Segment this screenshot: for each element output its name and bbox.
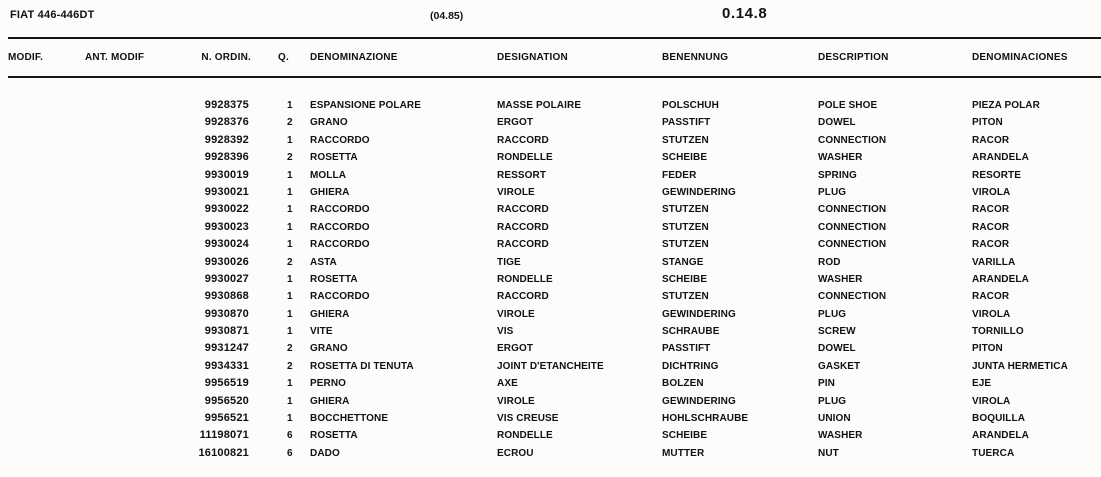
- cell-quantity: 6: [287, 430, 293, 442]
- cell-designation: RACCORD: [497, 291, 549, 303]
- cell-ant-modif: [85, 149, 175, 166]
- cell-ant-modif: [85, 132, 175, 149]
- cell-quantity: 1: [287, 100, 293, 111]
- cell-benennung: SCHEIBE: [662, 430, 708, 442]
- cell-quantity: 1: [287, 134, 293, 146]
- cell-quantity: 2: [287, 256, 293, 268]
- cell-denominaciones: VIROLA: [972, 395, 1011, 407]
- table-row: [0, 445, 1101, 462]
- cell-denominaciones: VIROLA: [972, 308, 1011, 320]
- cell-quantity: 1: [287, 221, 293, 233]
- cell-benennung: STUTZEN: [662, 134, 709, 146]
- cell-part-number: 9930026: [204, 255, 249, 268]
- column-header-denominaciones: DENOMINACIONES: [972, 52, 1068, 63]
- cell-description: PLUG: [818, 395, 847, 407]
- cell-benennung: SCHEIBE: [662, 152, 708, 164]
- cell-designation: VIS CREUSE: [497, 413, 559, 425]
- edition-date: (04.85): [430, 10, 464, 22]
- cell-part-number: 9930871: [204, 325, 249, 338]
- table-row: [0, 184, 1101, 201]
- cell-quantity: 1: [287, 204, 293, 216]
- table-row: [0, 254, 1101, 271]
- column-header-quantity: Q.: [278, 52, 289, 63]
- cell-denominazione: GHIERA: [310, 308, 350, 320]
- cell-part-number: 9956519: [204, 377, 249, 390]
- cell-quantity: 1: [287, 239, 293, 251]
- cell-modif: [8, 358, 85, 375]
- cell-quantity: 2: [287, 117, 293, 129]
- table-row: [0, 97, 1101, 114]
- divider-header: [8, 76, 1101, 78]
- cell-designation: ERGOT: [497, 117, 534, 129]
- table-row: [0, 132, 1101, 149]
- cell-denominaciones: VARILLA: [972, 256, 1016, 268]
- cell-modif: [8, 184, 85, 201]
- cell-modif: [8, 271, 85, 288]
- cell-denominazione: ROSETTA: [310, 430, 358, 442]
- cell-benennung: BOLZEN: [662, 378, 704, 390]
- cell-designation: VIROLE: [497, 395, 535, 407]
- cell-denominaciones: RACOR: [972, 204, 1010, 216]
- cell-ant-modif: [85, 236, 175, 253]
- cell-benennung: PASSTIFT: [662, 117, 711, 129]
- table-body: [0, 97, 1101, 462]
- cell-modif: [8, 236, 85, 253]
- cell-modif: [8, 340, 85, 357]
- cell-denominaciones: RESORTE: [972, 169, 1022, 181]
- cell-benennung: POLSCHUH: [662, 100, 719, 111]
- cell-modif: [8, 445, 85, 462]
- table-row: [0, 323, 1101, 340]
- cell-denominaciones: BOQUILLA: [972, 413, 1026, 425]
- cell-ant-modif: [85, 306, 175, 323]
- cell-quantity: 2: [287, 343, 293, 355]
- cell-denominaciones: PIEZA POLAR: [972, 100, 1040, 111]
- cell-part-number: 9930868: [204, 290, 249, 303]
- cell-part-number: 9956521: [204, 412, 249, 425]
- cell-designation: VIROLE: [497, 186, 535, 198]
- cell-description: CONNECTION: [818, 134, 887, 146]
- cell-designation: MASSE POLAIRE: [497, 100, 582, 111]
- cell-ant-modif: [85, 323, 175, 340]
- cell-benennung: HOHLSCHRAUBE: [662, 413, 749, 425]
- cell-description: WASHER: [818, 273, 863, 285]
- cell-denominaciones: RACOR: [972, 239, 1010, 251]
- cell-description: GASKET: [818, 360, 861, 372]
- cell-denominazione: BOCCHETTONE: [310, 413, 389, 425]
- cell-quantity: 1: [287, 413, 293, 425]
- cell-modif: [8, 323, 85, 340]
- cell-benennung: STUTZEN: [662, 204, 709, 216]
- cell-modif: [8, 201, 85, 218]
- cell-denominazione: RACCORDO: [310, 204, 370, 216]
- cell-part-number: 9930019: [204, 168, 249, 181]
- cell-modif: [8, 149, 85, 166]
- cell-description: PLUG: [818, 186, 847, 198]
- cell-denominazione: MOLLA: [310, 169, 347, 181]
- cell-modif: [8, 288, 85, 305]
- cell-ant-modif: [85, 288, 175, 305]
- cell-part-number: 9934331: [204, 359, 249, 372]
- cell-description: SPRING: [818, 169, 857, 181]
- cell-description: CONNECTION: [818, 239, 887, 251]
- cell-part-number: 9928376: [204, 116, 249, 129]
- cell-ant-modif: [85, 167, 175, 184]
- cell-part-number: 16100821: [198, 446, 249, 459]
- cell-description: UNION: [818, 413, 851, 425]
- cell-benennung: GEWINDERING: [662, 395, 736, 407]
- cell-benennung: STANGE: [662, 256, 704, 268]
- cell-ant-modif: [85, 184, 175, 201]
- cell-designation: RESSORT: [497, 169, 547, 181]
- cell-description: SCREW: [818, 326, 856, 338]
- cell-modif: [8, 167, 85, 184]
- cell-ant-modif: [85, 340, 175, 357]
- table-row: [0, 340, 1101, 357]
- cell-denominaciones: VIROLA: [972, 186, 1011, 198]
- cell-denominazione: ROSETTA: [310, 152, 358, 164]
- cell-part-number: 11198071: [199, 429, 249, 442]
- cell-denominazione: ASTA: [310, 256, 337, 268]
- cell-designation: VIS: [497, 326, 514, 338]
- cell-designation: VIROLE: [497, 308, 535, 320]
- cell-denominaciones: JUNTA HERMETICA: [972, 360, 1068, 372]
- cell-quantity: 1: [287, 395, 293, 407]
- cell-designation: RONDELLE: [497, 430, 553, 442]
- cell-denominazione: ESPANSIONE POLARE: [310, 100, 421, 111]
- cell-denominazione: DADO: [310, 447, 340, 459]
- cell-description: CONNECTION: [818, 221, 887, 233]
- cell-quantity: 1: [287, 273, 293, 285]
- table-row: [0, 427, 1101, 444]
- cell-description: DOWEL: [818, 117, 856, 129]
- column-header-ant-modif: ANT. MODIF: [85, 52, 145, 63]
- model-title: FIAT 446-446DT: [10, 9, 95, 21]
- cell-denominaciones: TORNILLO: [972, 326, 1024, 338]
- cell-part-number: 9930024: [204, 238, 249, 251]
- cell-denominaciones: RACOR: [972, 291, 1010, 303]
- cell-designation: AXE: [497, 378, 518, 390]
- cell-ant-modif: [85, 393, 175, 410]
- cell-denominazione: ROSETTA: [310, 273, 358, 285]
- cell-denominaciones: RACOR: [972, 134, 1010, 146]
- cell-denominaciones: EJE: [972, 378, 992, 390]
- table-row: [0, 288, 1101, 305]
- cell-denominazione: RACCORDO: [310, 221, 370, 233]
- table-header-row: [0, 52, 1101, 63]
- cell-designation: ERGOT: [497, 343, 534, 355]
- cell-denominazione: VITE: [310, 326, 333, 338]
- cell-denominazione: GRANO: [310, 343, 348, 355]
- cell-benennung: GEWINDERING: [662, 186, 736, 198]
- cell-ant-modif: [85, 445, 175, 462]
- cell-quantity: 6: [287, 447, 293, 459]
- divider-top: [8, 37, 1101, 39]
- cell-description: CONNECTION: [818, 291, 887, 303]
- cell-denominaciones: TUERCA: [972, 447, 1015, 459]
- cell-denominaciones: ARANDELA: [972, 152, 1029, 164]
- column-header-denominazione: DENOMINAZIONE: [310, 52, 398, 63]
- cell-denominaciones: ARANDELA: [972, 273, 1029, 285]
- cell-part-number: 9930870: [204, 307, 249, 320]
- cell-benennung: STUTZEN: [662, 239, 709, 251]
- cell-denominazione: GHIERA: [310, 186, 350, 198]
- cell-denominaciones: PITON: [972, 343, 1003, 355]
- table-row: [0, 410, 1101, 427]
- cell-part-number: 9931247: [204, 342, 249, 355]
- column-header-n-ordin: N. ORDIN.: [201, 52, 251, 63]
- cell-description: DOWEL: [818, 343, 856, 355]
- cell-quantity: 2: [287, 152, 293, 164]
- cell-modif: [8, 132, 85, 149]
- cell-part-number: 9956520: [204, 394, 249, 407]
- cell-ant-modif: [85, 375, 175, 392]
- cell-denominaciones: RACOR: [972, 221, 1010, 233]
- cell-denominazione: ROSETTA DI TENUTA: [310, 360, 414, 372]
- cell-designation: ECROU: [497, 447, 534, 459]
- cell-designation: RACCORD: [497, 134, 549, 146]
- cell-modif: [8, 393, 85, 410]
- cell-designation: RACCORD: [497, 221, 549, 233]
- cell-benennung: STUTZEN: [662, 291, 709, 303]
- cell-benennung: MUTTER: [662, 447, 705, 459]
- cell-denominazione: PERNO: [310, 378, 347, 390]
- cell-denominaciones: ARANDELA: [972, 430, 1029, 442]
- cell-ant-modif: [85, 271, 175, 288]
- cell-ant-modif: [85, 219, 175, 236]
- cell-ant-modif: [85, 410, 175, 427]
- cell-description: PLUG: [818, 308, 847, 320]
- column-header-benennung: BENENNUNG: [662, 52, 729, 63]
- cell-description: CONNECTION: [818, 204, 887, 216]
- cell-denominazione: RACCORDO: [310, 291, 370, 303]
- cell-designation: JOINT D'ETANCHEITE: [497, 360, 604, 372]
- cell-ant-modif: [85, 427, 175, 444]
- cell-quantity: 1: [287, 186, 293, 198]
- cell-quantity: 1: [287, 308, 293, 320]
- cell-denominazione: RACCORDO: [310, 134, 370, 146]
- cell-modif: [8, 114, 85, 131]
- cell-modif: [8, 427, 85, 444]
- cell-description: ROD: [818, 256, 841, 268]
- table-row: [0, 236, 1101, 253]
- table-row: [0, 167, 1101, 184]
- cell-ant-modif: [85, 254, 175, 271]
- cell-benennung: PASSTIFT: [662, 343, 711, 355]
- cell-ant-modif: [85, 97, 175, 114]
- cell-benennung: SCHEIBE: [662, 273, 708, 285]
- cell-modif: [8, 306, 85, 323]
- cell-quantity: 1: [287, 378, 293, 390]
- table-row: [0, 271, 1101, 288]
- cell-description: WASHER: [818, 430, 863, 442]
- cell-modif: [8, 97, 85, 114]
- cell-benennung: FEDER: [662, 169, 697, 181]
- cell-designation: RACCORD: [497, 239, 549, 251]
- cell-modif: [8, 410, 85, 427]
- table-row: [0, 149, 1101, 166]
- section-number: 0.14.8: [722, 5, 768, 22]
- table-row: [0, 306, 1101, 323]
- cell-ant-modif: [85, 114, 175, 131]
- cell-part-number: 9930021: [204, 185, 249, 198]
- cell-designation: RACCORD: [497, 204, 549, 216]
- cell-denominazione: RACCORDO: [310, 239, 370, 251]
- cell-part-number: 9928392: [204, 133, 249, 146]
- cell-ant-modif: [85, 201, 175, 218]
- cell-benennung: SCHRAUBE: [662, 326, 720, 338]
- column-header-designation: DESIGNATION: [497, 52, 568, 63]
- cell-ant-modif: [85, 358, 175, 375]
- cell-benennung: DICHTRING: [662, 360, 719, 372]
- cell-quantity: 2: [287, 360, 293, 372]
- column-header-description: DESCRIPTION: [818, 52, 889, 63]
- cell-part-number: 9928396: [204, 151, 249, 164]
- cell-description: WASHER: [818, 152, 863, 164]
- cell-part-number: 9928375: [204, 99, 249, 111]
- cell-denominazione: GHIERA: [310, 395, 350, 407]
- cell-designation: RONDELLE: [497, 152, 553, 164]
- cell-modif: [8, 375, 85, 392]
- cell-quantity: 1: [287, 169, 293, 181]
- cell-designation: RONDELLE: [497, 273, 553, 285]
- cell-benennung: STUTZEN: [662, 221, 709, 233]
- cell-part-number: 9930022: [204, 203, 249, 216]
- table-row: [0, 358, 1101, 375]
- column-header-modif: MODIF.: [8, 52, 44, 63]
- table-row: [0, 114, 1101, 131]
- table-row: [0, 393, 1101, 410]
- cell-part-number: 9930023: [204, 220, 249, 233]
- cell-designation: TIGE: [497, 256, 521, 268]
- cell-benennung: GEWINDERING: [662, 308, 736, 320]
- cell-quantity: 1: [287, 326, 293, 338]
- cell-quantity: 1: [287, 291, 293, 303]
- cell-modif: [8, 254, 85, 271]
- cell-denominaciones: PITON: [972, 117, 1003, 129]
- table-row: [0, 201, 1101, 218]
- cell-description: PIN: [818, 378, 835, 390]
- cell-description: NUT: [818, 447, 839, 459]
- cell-description: POLE SHOE: [818, 100, 878, 111]
- cell-denominazione: GRANO: [310, 117, 348, 129]
- cell-modif: [8, 219, 85, 236]
- table-row: [0, 219, 1101, 236]
- table-row: [0, 375, 1101, 392]
- cell-part-number: 9930027: [204, 272, 249, 285]
